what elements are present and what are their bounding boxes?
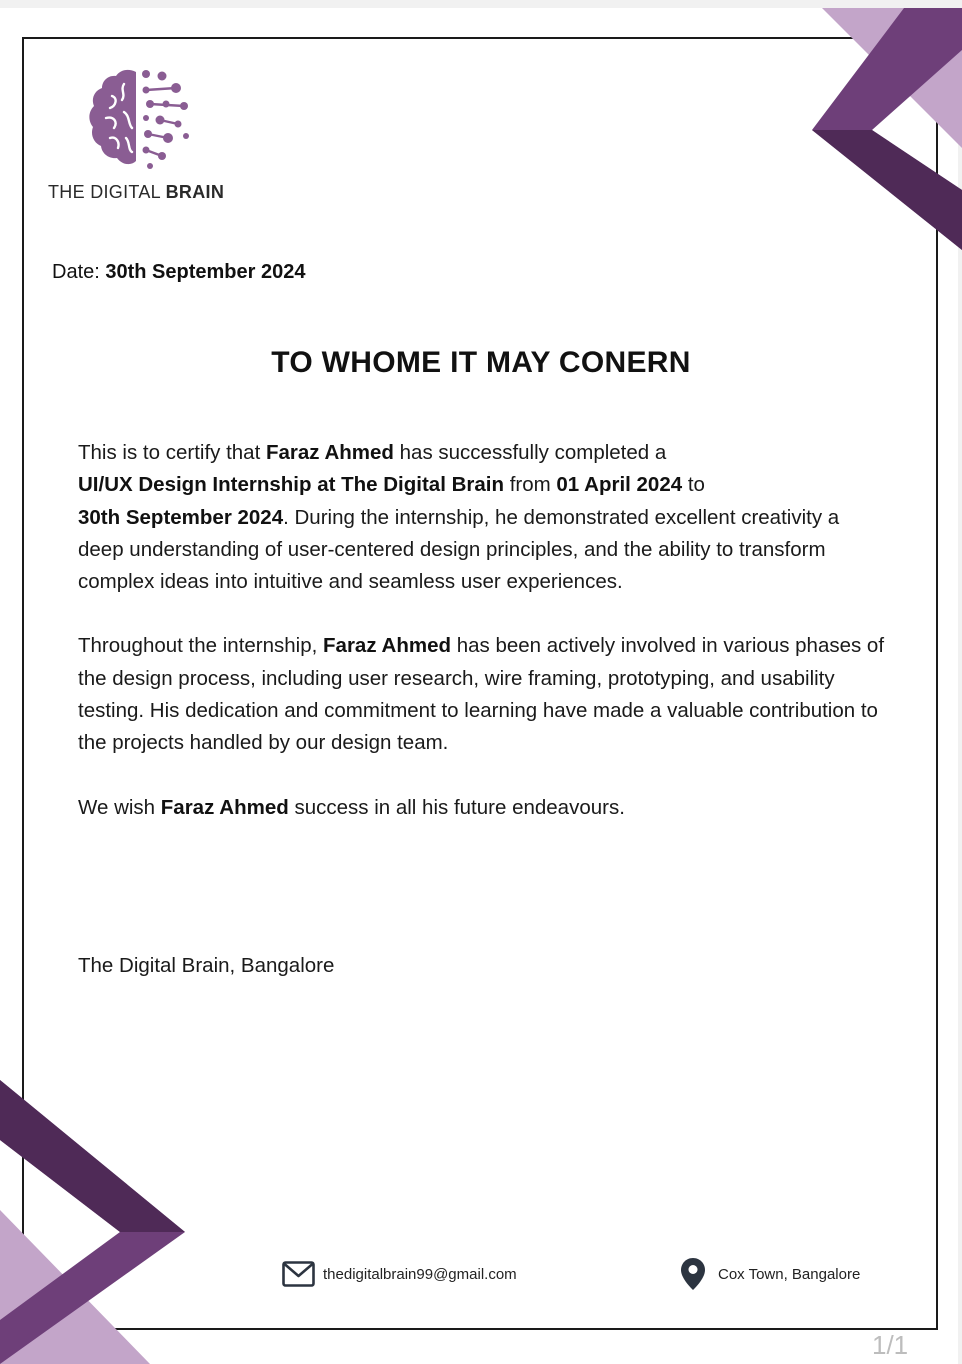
letter-date [52,261,305,284]
corner-chevron-shadow [812,130,962,250]
company-name-bold: BRAIN [165,182,225,202]
company-logo [48,62,238,212]
date-value: 30th September 2024 [105,261,306,283]
page-indicator: 1/1 [872,1330,909,1360]
footer-address [680,1256,860,1292]
signoff: The Digital Brain, Bangalore [78,954,335,977]
mail-icon [282,1261,315,1287]
end-date: 30th September 2024 [78,505,284,529]
corner-chevron-shadow [0,1080,185,1232]
paragraph-certification: This is to certify that Faraz Ahmed has successfully completed a UI/UX Design Internship at The Digital Brain from 01 April 2024 to 30th September 2024. During the internship, he demonstrated excellent creativity a deep understanding of user-centered design principles, and the ability to transform complex ideas into intuitive and seamless user experiences. [78,441,840,594]
company-name-light: THE DIGITAL [48,182,166,202]
email-text: thedigitalbrain99@gmail.com [323,1265,517,1283]
start-date: 01 April 2024 [556,473,683,497]
intern-name: Faraz Ahmed [323,634,451,658]
decorative-corner-top-right [812,8,962,258]
date-label: Date: [52,261,106,283]
brain-logo-icon [84,66,194,171]
paragraph-wishes: We wish Faraz Ahmed success in all his future endeavours. [78,795,625,819]
letter-body [78,437,888,856]
location-pin-icon [680,1257,706,1291]
address-text: Cox Town, Bangalore [718,1265,861,1283]
letter-title: TO WHOME IT MAY CONERN [271,346,691,379]
paragraph-involvement: Throughout the internship, Faraz Ahmed has been actively involved in various phases of the design process, including user research, wire framing, prototyping, and usability testing. His dedication and commitment to learning have made a valuable contribution to the projects handled by our design team. [78,634,885,755]
internship-program: UI/UX Design Internship at The Digital Brain [78,473,504,497]
company-name [48,182,224,203]
footer-email [282,1258,517,1290]
intern-name: Faraz Ahmed [265,441,394,464]
decorative-corner-bottom-left [0,1080,185,1364]
intern-name: Faraz Ahmed [160,795,289,819]
